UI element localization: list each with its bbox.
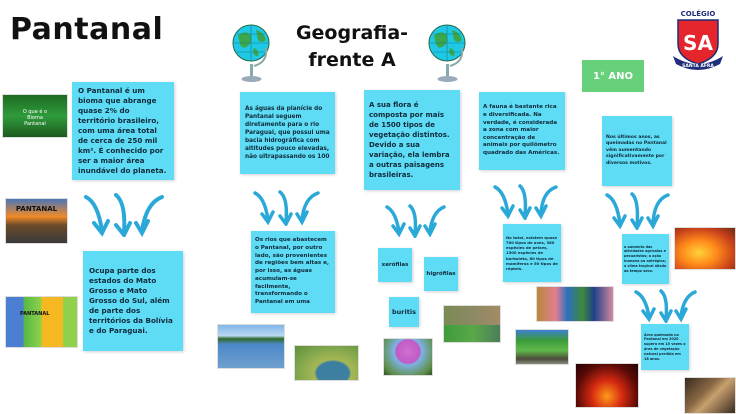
- card-intro: [72, 82, 174, 180]
- lake-image: [217, 324, 285, 369]
- card-fauna-count-text: No total, existem quase 700 tipos de aves, 380 espécies de peixes, 1300 espécies de borboleta, 80 tipos de mamíferos e 50 tipos de répteis.: [506, 234, 558, 271]
- arrows-icon: [633, 289, 699, 323]
- fire-night-image: [575, 363, 639, 408]
- globe-icon: [428, 22, 468, 84]
- caiman-heron-image: [515, 329, 569, 365]
- card-fauna-text: A fauna é bastante rica e diversificada. Na verdade, é considerada a zona com maior concentração de animais por quilômetro quadrado das Américas.: [483, 104, 560, 156]
- arrows-icon: [604, 192, 672, 230]
- card-higrofilas-text: higrófilas: [426, 271, 456, 277]
- arrows-icon: [82, 193, 168, 237]
- svg-text:SANTA AFRA: SANTA AFRA: [682, 64, 714, 69]
- map-image: [5, 296, 78, 348]
- wildfire-image: [674, 227, 736, 270]
- card-higrofilas: [424, 257, 458, 291]
- arrows-icon: [252, 190, 322, 226]
- page-title: Pantanal: [10, 12, 164, 47]
- bioma-image-caption: O que é o Bioma Pantanal: [22, 109, 48, 127]
- card-waters: [240, 92, 335, 174]
- card-location: [83, 251, 183, 351]
- card-buritis: [389, 297, 419, 327]
- bioma-image: [2, 94, 68, 138]
- card-xerofilas: [378, 248, 412, 282]
- card-flora-text: A sua flora é composta por mais de 1500 tipos de vegetação distintos. Devido a sua variação, ela lembra a outras paisagens brasileiras.: [369, 101, 450, 179]
- sunset-image-caption: PANTANAL: [15, 205, 58, 213]
- arrows-icon: [384, 204, 448, 238]
- card-fire-causes-text: o aumento das atividades agrícolas e pecuaristas; a ação humana ou antrópica; o clima tropical aliado ao tempo seco.: [624, 244, 667, 273]
- card-buritis-text: buritis: [392, 308, 416, 316]
- card-fire-causes: [622, 234, 669, 284]
- jaguar-image: [684, 377, 736, 414]
- card-fires-text: Nos últimos anos, as queimadas no Pantanal vêm aumentando significativamente por diversos motivos.: [606, 134, 667, 166]
- svg-text:SA: SA: [683, 31, 713, 55]
- card-rivers: [251, 231, 335, 313]
- card-flora: [364, 90, 460, 190]
- logo-top-text: COLÉGIO: [680, 10, 716, 18]
- subtitle-line-1: Geografia-: [295, 22, 409, 44]
- ipe-tree-image: [383, 338, 433, 376]
- card-intro-text: O Pantanal é um bioma que abrange quase 2% do território brasileiro, com uma área total de cerca de 250 mil km². É conhecido por ser a maior área inundável do planeta.: [78, 86, 167, 175]
- map-image-caption: PANTANAL: [20, 311, 50, 317]
- card-fires: [602, 116, 672, 186]
- grade-badge: 1° ANO: [582, 60, 644, 92]
- subtitle: [282, 20, 422, 74]
- sunset-image: [5, 198, 68, 244]
- card-burned-area-text: Área queimada no Pantanal em 2020 supera em 10 vezes a área de vegetação natural perdida em 18 anos.: [644, 332, 686, 361]
- card-location-text: Ocupa parte dos estados do Mato Grosso e Mato Grosso do Sul, além de parte dos territórios da Bolívia e do Paraguai.: [89, 266, 173, 335]
- vegetation-collage-image: [443, 305, 501, 343]
- arrows-icon: [492, 184, 560, 220]
- card-waters-text: As águas da planície do Pantanal seguem diretamente para o rio Paraguai, que possui uma bacia hidrográfica com altitudes pouco elevadas, não ultrapassando os 100: [245, 106, 330, 160]
- school-logo: [670, 6, 726, 72]
- globe-icon: [232, 22, 272, 84]
- card-fauna: [479, 92, 565, 170]
- card-rivers-text: Os rios que abastecem o Pantanal, por outro lado, são provenientes de regiões bem altas e, por isso, as águas acumulam-se facilmente, transformando o Pantanal em uma: [255, 236, 330, 306]
- subtitle-line-2: frente A: [308, 49, 396, 71]
- card-fauna-count: [503, 224, 561, 282]
- fauna-collage-image: [536, 286, 614, 322]
- aerial-river-image: [294, 345, 359, 381]
- card-xerofilas-text: xerófilas: [381, 262, 409, 268]
- card-burned-area: [641, 324, 689, 370]
